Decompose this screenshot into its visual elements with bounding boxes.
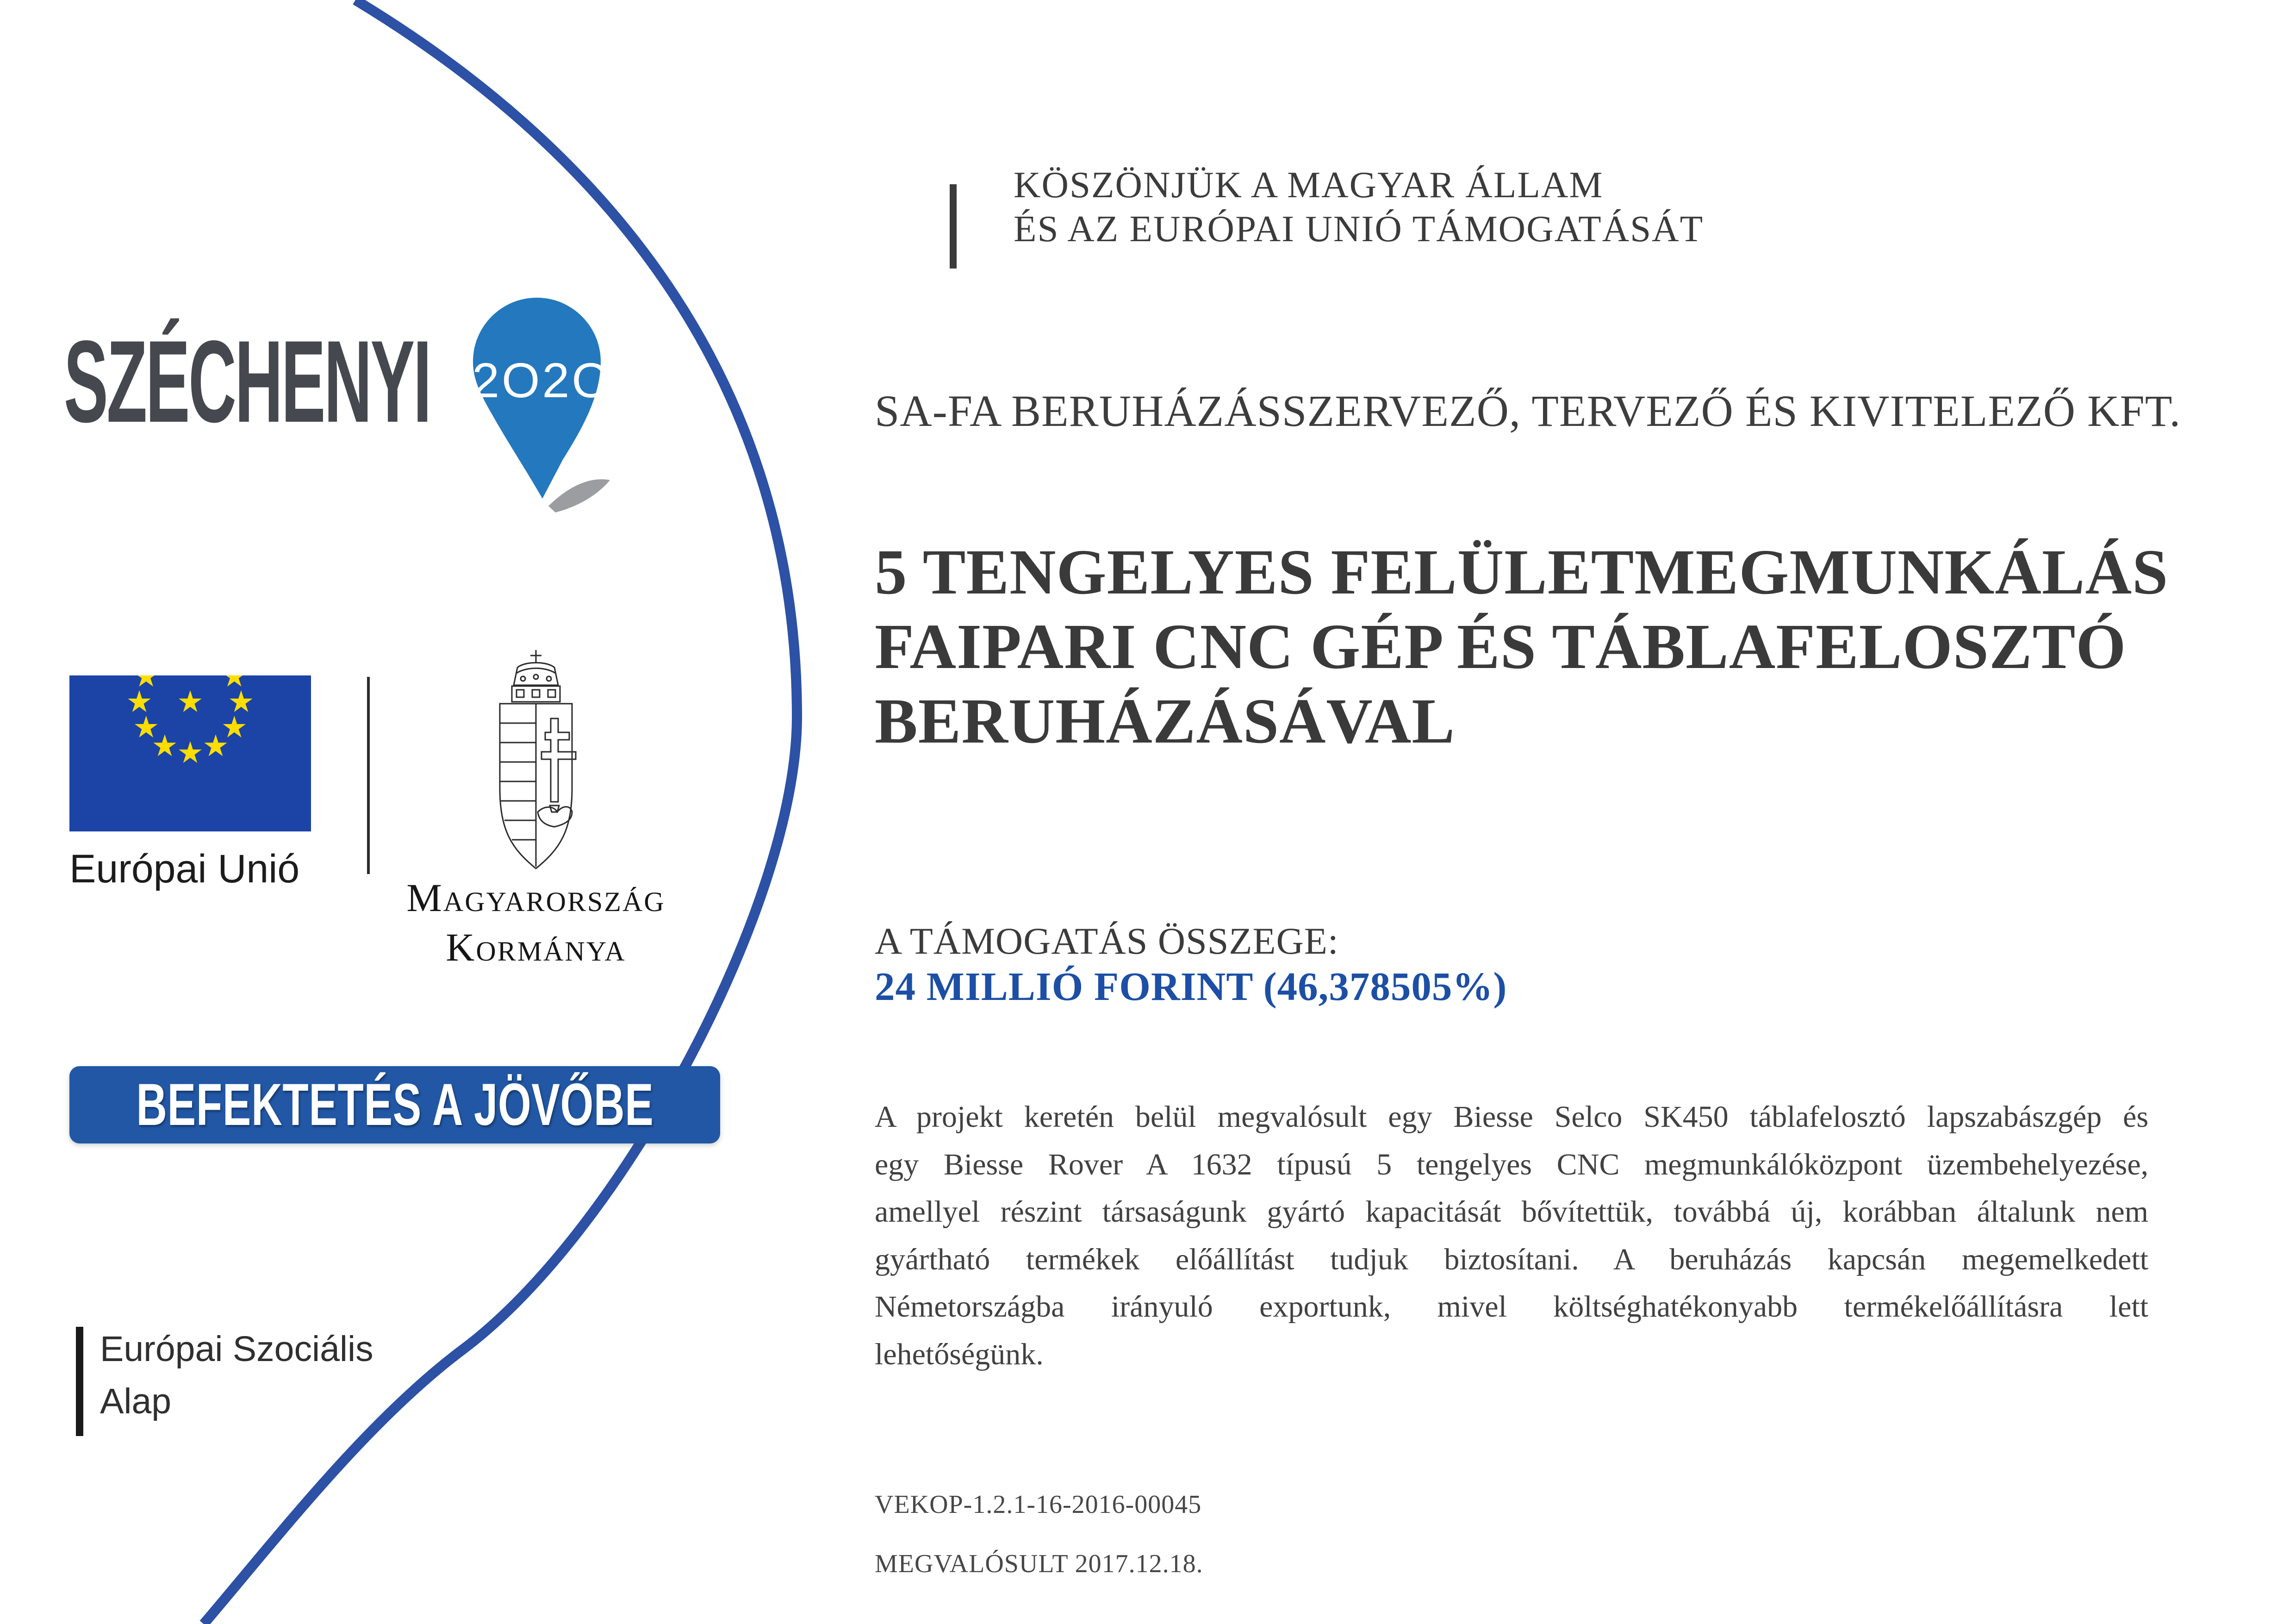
investment-banner-label: BEFEKTETÉS A JÖVŐBE: [136, 1072, 654, 1138]
esf-label: [100, 1323, 373, 1428]
esf-label-line2: Alap: [100, 1381, 172, 1421]
thanks-heading-line2: ÉS AZ EURÓPAI UNIÓ TÁMOGATÁSÁT: [1014, 208, 1704, 250]
thanks-accent-bar: [950, 184, 957, 269]
esf-accent-bar: [76, 1327, 83, 1436]
hungary-coat-of-arms-icon: [490, 649, 582, 876]
szechenyi-2020-pin-icon: [472, 297, 620, 528]
project-title-line3: BERUHÁZÁSÁVAL: [875, 686, 1456, 757]
company-name: SA-FA BERUHÁZÁSSZERVEZŐ, TERVEZŐ ÉS KIVITELEZŐ KFT.: [875, 386, 2181, 436]
government-label-line1: Magyarország: [406, 875, 666, 920]
government-label-line2: Kormánya: [446, 925, 626, 969]
esf-label-line1: Európai Szociális: [100, 1329, 373, 1369]
project-description-line: gyártható termékek előállítást tudjuk biztosítani. A beruházás kapcsán megemelkedett: [875, 1242, 2148, 1276]
project-description-line: Németországba irányuló exportunk, mivel költséghatékonyabb termékelőállításra lett: [875, 1290, 2148, 1324]
project-title-line1: 5 TENGELYES FELÜLETMEGMUNKÁLÁS: [875, 537, 2169, 608]
eu-flag: [69, 675, 311, 831]
thanks-heading-line1: KÖSZÖNJÜK A MAGYAR ÁLLAM: [1014, 164, 1604, 206]
completion-status: MEGVALÓSULT 2017.12.18.: [875, 1549, 1203, 1578]
szechenyi-2020-year: 2O2O: [472, 353, 612, 408]
thanks-heading: [1014, 163, 1704, 251]
project-title-line2: FAIPARI CNC GÉP ÉS TÁBLAFELOSZTÓ: [875, 611, 2127, 682]
project-description-line: A projekt keretén belül megvalósult egy Biesse Selco SK450 táblafelosztó lapszabászgép és: [875, 1100, 2148, 1134]
project-description: [875, 1093, 2148, 1378]
project-description-line: lehetőségünk.: [875, 1337, 1044, 1371]
grant-amount-value: 24 MILLIÓ FORINT (46,378505%): [875, 964, 1507, 1009]
project-title: [875, 535, 2168, 759]
szechenyi-logo-text: SZÉCHENYI: [64, 317, 430, 447]
project-id: VEKOP-1.2.1-16-2016-00045: [875, 1490, 1202, 1519]
grant-amount-label: A TÁMOGATÁS ÖSSZEGE:: [875, 920, 1339, 962]
investment-banner: [69, 1066, 720, 1143]
project-description-line: egy Biesse Rover A 1632 típusú 5 tengelyes CNC megmunkálóközpont üzembehelyezése,: [875, 1147, 2148, 1181]
logo-divider-line: [367, 677, 370, 874]
project-description-line: amellyel részint társaságunk gyártó kapacitását bővítettük, továbbá új, korábban általunk nem: [875, 1195, 2148, 1229]
government-label: [370, 873, 702, 972]
eu-flag-label: Európai Unió: [69, 847, 300, 891]
